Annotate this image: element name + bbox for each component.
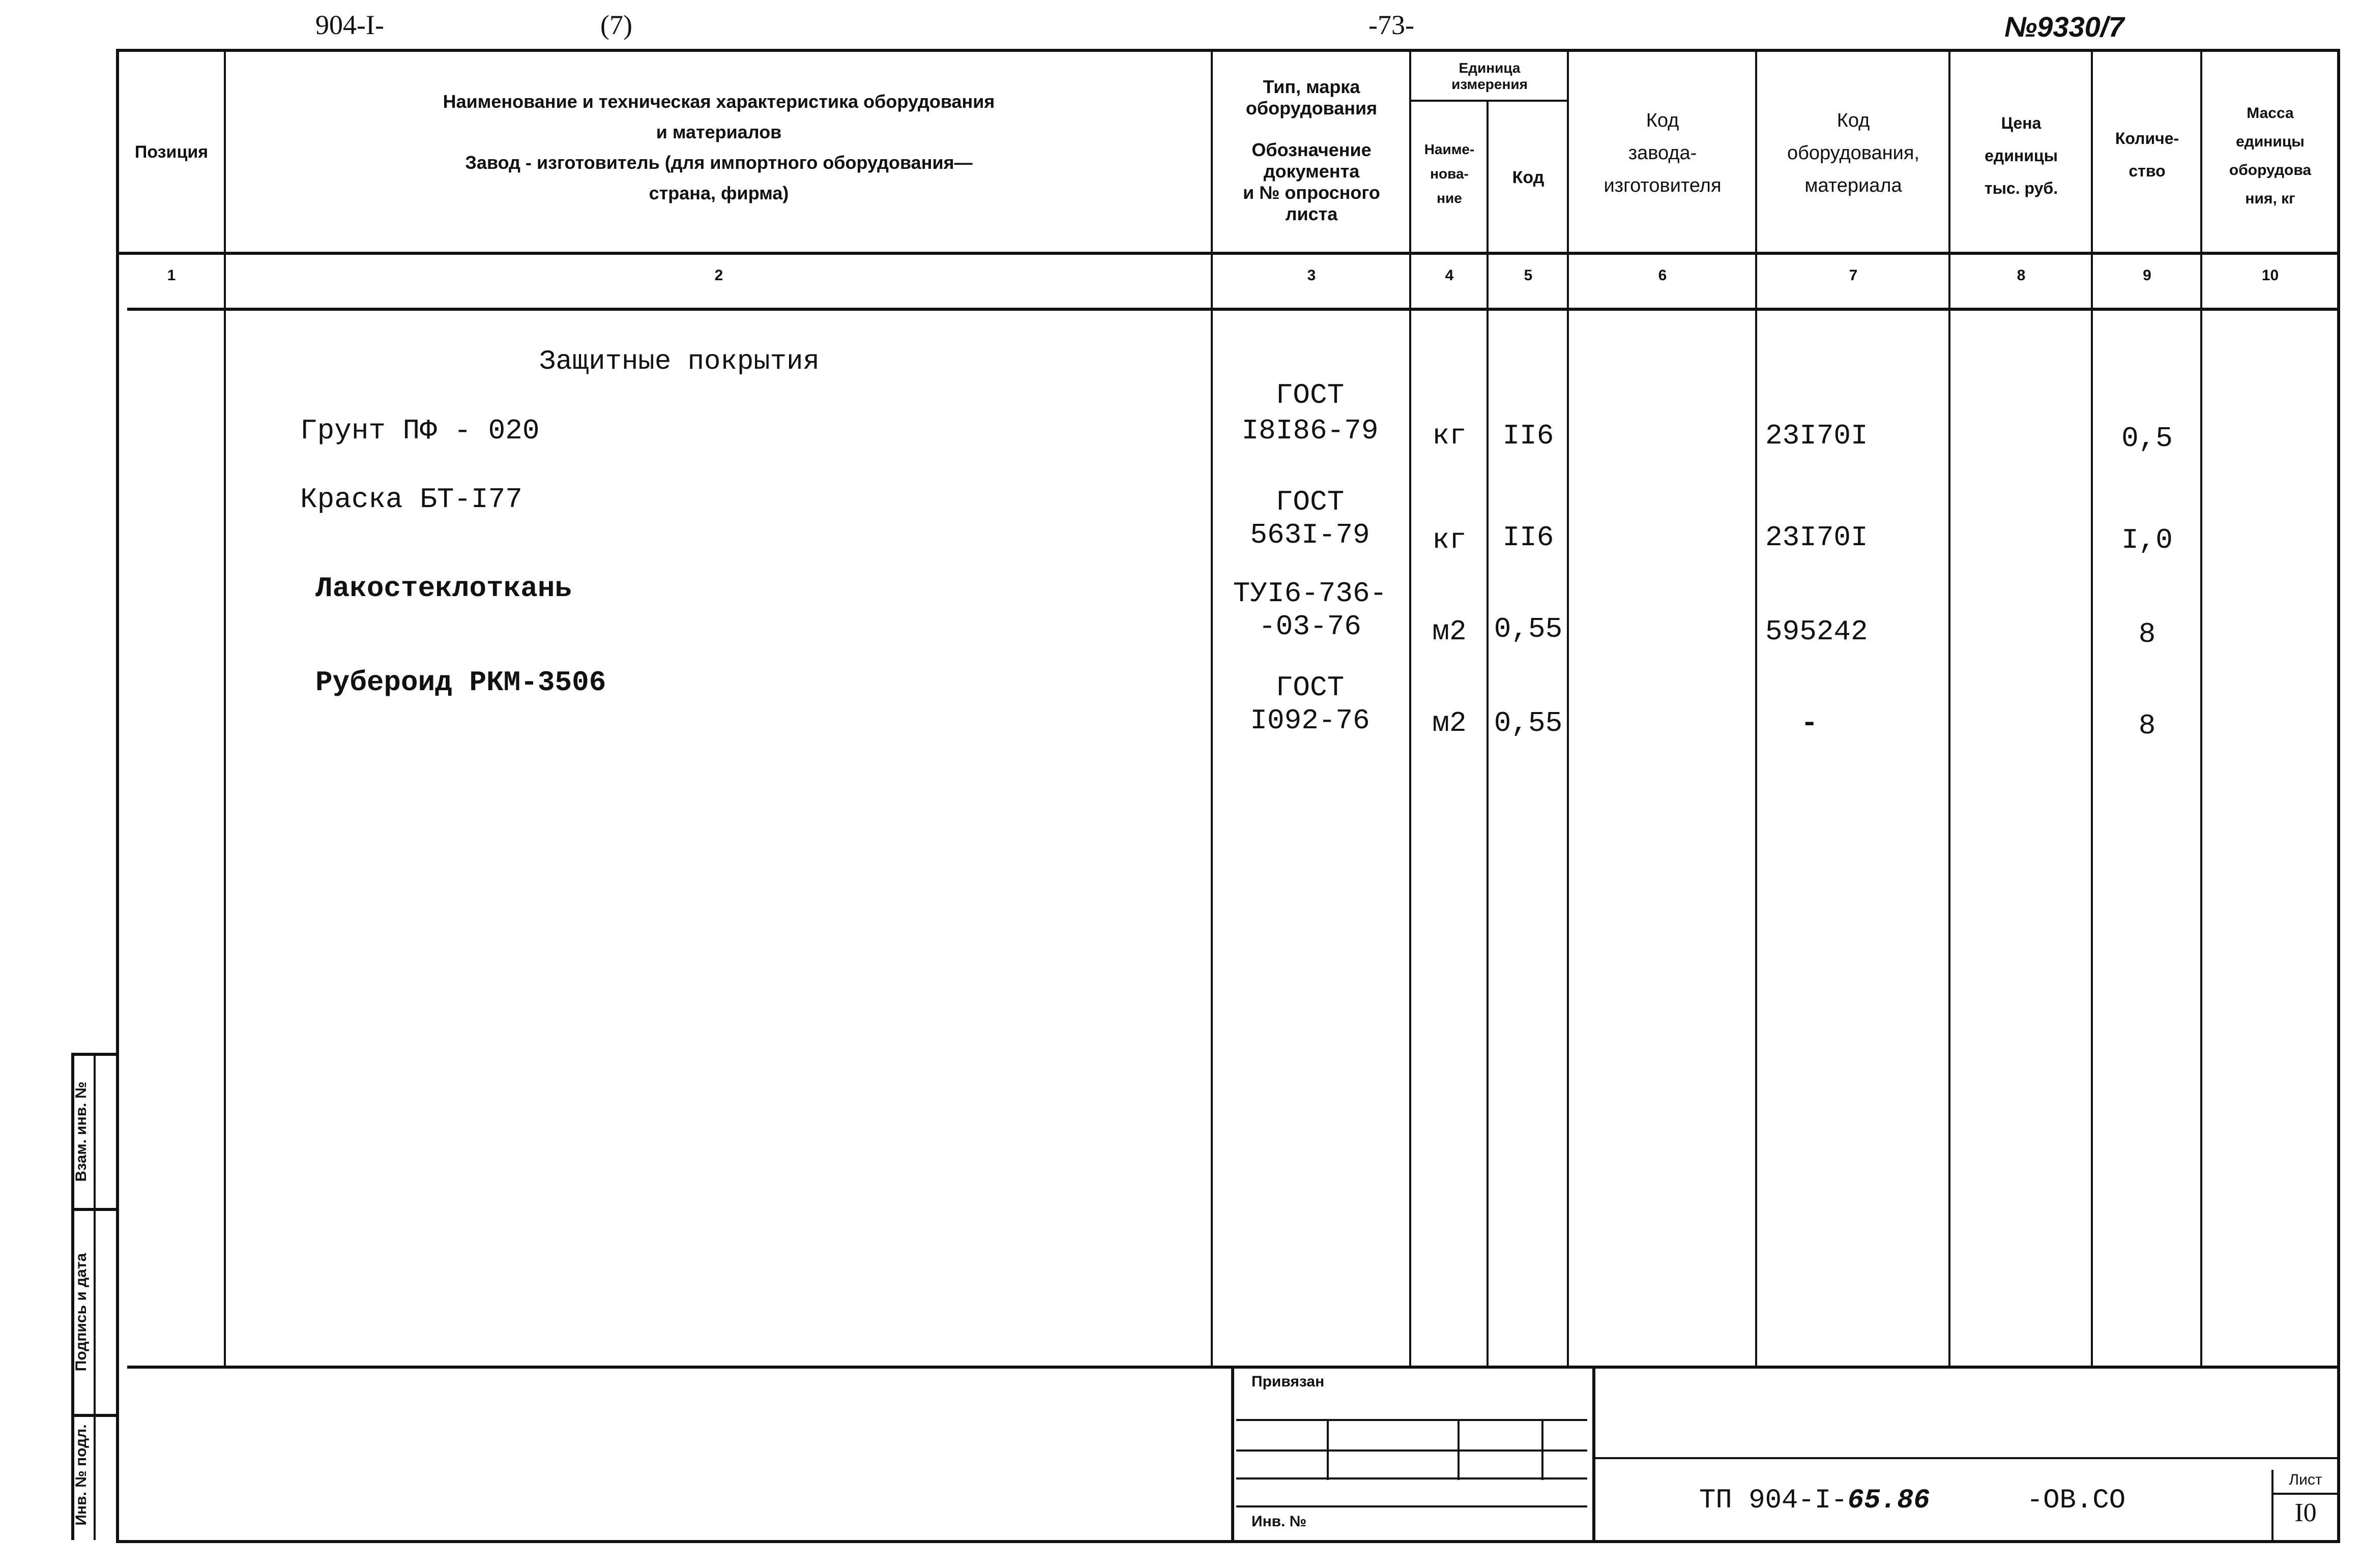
side-stamp-mid-line xyxy=(94,1053,96,1540)
header-position: Позиция xyxy=(134,142,209,162)
header-quantity-line2: ство xyxy=(2129,162,2166,180)
series-number: 904-I- xyxy=(315,10,384,40)
col-sep-4 xyxy=(1486,100,1489,1366)
header-price-line3: тыс. руб. xyxy=(1984,179,2058,197)
col-sep-7 xyxy=(1948,49,1950,1366)
col-sep-5 xyxy=(1567,49,1569,1366)
col-sep-2 xyxy=(1211,49,1213,1366)
variant-number: (7) xyxy=(600,10,632,40)
header-name-line2: и материалов xyxy=(656,122,782,142)
side-signature-date: Подпись и дата xyxy=(73,1253,90,1372)
row-1-quantity: 0,5 xyxy=(2121,422,2173,455)
row-4-name: Рубероид РКМ-3506 xyxy=(315,666,606,699)
header-unit-name xyxy=(1412,137,1486,211)
col-number-9: 9 xyxy=(2143,267,2151,284)
header-name xyxy=(227,86,1211,209)
header-factory-code xyxy=(1570,104,1755,202)
header-price-line2: единицы xyxy=(1985,146,2058,165)
row-2-unit-code: II6 xyxy=(1502,521,1554,554)
row-3-quantity: 8 xyxy=(2138,618,2156,650)
row-4-material-code: - xyxy=(1801,707,1818,739)
col-number-8: 8 xyxy=(2017,267,2026,284)
header-mass-line2: единицы xyxy=(2236,133,2305,150)
col-number-4: 4 xyxy=(1445,267,1454,284)
col-sep-9 xyxy=(2200,49,2202,1366)
row-2-name: Краска БТ-I77 xyxy=(300,483,522,516)
unit-group-divider xyxy=(1409,100,1567,102)
header-mass-line3: оборудова xyxy=(2229,162,2312,179)
sheet-number: I0 xyxy=(2294,1498,2317,1527)
header-type-line1: Тип, марка xyxy=(1263,76,1360,97)
numbers-divider xyxy=(127,308,2340,311)
header-type-line6: листа xyxy=(1285,203,1338,224)
frame-bottom xyxy=(116,1540,2340,1543)
linked-vline-3 xyxy=(1541,1419,1543,1480)
header-unit-code: Код xyxy=(1512,168,1544,187)
header-factory-code-line2: завода- xyxy=(1628,142,1697,164)
col-number-10: 10 xyxy=(2261,267,2279,284)
side-inv-replace: Взам. инв. № xyxy=(73,1081,90,1182)
linked-line-3 xyxy=(1236,1477,1587,1480)
row-4-unit: м2 xyxy=(1432,707,1467,739)
col-number-5: 5 xyxy=(1524,267,1533,284)
header-type-line4: документа xyxy=(1263,161,1360,182)
header-material-code-line2: оборудования, xyxy=(1787,142,1920,164)
row-1-doc-line1: ГОСТ xyxy=(1275,379,1345,411)
header-type-line3: Обозначение xyxy=(1251,139,1372,160)
header-mass xyxy=(2203,99,2337,213)
row-2-quantity: I,0 xyxy=(2121,524,2173,556)
header-name-line4: страна, фирма) xyxy=(649,183,789,203)
sheet-box-divider xyxy=(2271,1493,2337,1495)
archive-number: №9330/7 xyxy=(2004,11,2124,43)
header-mass-line4: ния, кг xyxy=(2245,190,2295,207)
linked-vline-2 xyxy=(1458,1419,1460,1480)
col-number-7: 7 xyxy=(1849,267,1858,284)
row-3-material-code: 595242 xyxy=(1765,615,1868,648)
col-number-3: 3 xyxy=(1307,267,1316,284)
linked-line-1 xyxy=(1236,1419,1587,1421)
row-2-material-code: 23I70I xyxy=(1765,521,1868,554)
header-unit-group-line2: измерения xyxy=(1451,76,1528,92)
designation-prefix: ТП 904-I- xyxy=(1699,1485,1848,1516)
row-1-material-code: 23I70I xyxy=(1765,420,1868,452)
row-1-name: Грунт ПФ - 020 xyxy=(300,415,540,447)
header-factory-code-line3: изготовителя xyxy=(1604,175,1722,196)
row-3-unit-code: 0,55 xyxy=(1494,613,1563,645)
col-sep-8 xyxy=(2091,49,2093,1366)
linked-label: Привязан xyxy=(1251,1373,1325,1390)
frame-right xyxy=(2337,49,2340,1543)
header-mass-line1: Масса xyxy=(2247,105,2294,122)
col-number-2: 2 xyxy=(714,267,723,284)
header-unit-name-line3: ние xyxy=(1437,190,1462,206)
linked-vline-1 xyxy=(1327,1419,1329,1480)
frame-top xyxy=(116,49,2340,52)
header-name-line1: Наименование и техническая характеристика оборудования xyxy=(443,91,995,112)
col-sep-3 xyxy=(1409,49,1411,1366)
row-3-doc-line2: -03-76 xyxy=(1259,610,1361,643)
col-sep-6 xyxy=(1755,49,1757,1366)
sheet-box-left xyxy=(2271,1470,2273,1540)
row-4-quantity: 8 xyxy=(2138,709,2156,742)
header-unit-group-line1: Единица xyxy=(1459,60,1521,76)
header-divider xyxy=(116,252,2340,255)
title-block-left xyxy=(1231,1366,1234,1540)
header-type-line5: и № опросного xyxy=(1243,182,1380,203)
row-3-doc-line1: ТУI6-736- xyxy=(1233,577,1387,610)
page-number: -73- xyxy=(1368,10,1414,40)
col-sep-1 xyxy=(224,49,226,1366)
header-unit-name-line1: Наиме- xyxy=(1424,141,1475,157)
row-2-doc-line1: ГОСТ xyxy=(1275,486,1345,518)
linked-line-2 xyxy=(1236,1449,1587,1452)
designation-top-line xyxy=(1595,1457,2337,1459)
header-unit-group xyxy=(1412,60,1567,93)
row-1-unit-code: II6 xyxy=(1502,420,1554,452)
inv-no-label: Инв. № xyxy=(1251,1513,1307,1530)
side-inv-original: Инв. № подл. xyxy=(73,1424,90,1526)
row-4-doc-line2: I092-76 xyxy=(1250,704,1370,737)
designation-suffix: -ОВ.СО xyxy=(2026,1485,2126,1516)
header-factory-code-line1: Код xyxy=(1646,110,1679,131)
row-3-unit: м2 xyxy=(1432,615,1467,648)
designation xyxy=(1699,1485,2125,1516)
row-2-unit: кг xyxy=(1432,524,1467,556)
header-type-line2: оборудования xyxy=(1245,98,1378,119)
row-4-unit-code: 0,55 xyxy=(1494,707,1563,739)
section-title: Защитные покрытия xyxy=(539,346,820,377)
header-type xyxy=(1214,76,1409,225)
row-4-doc-line1: ГОСТ xyxy=(1275,671,1345,704)
header-price xyxy=(1951,107,2091,204)
row-1-doc-line2: I8I86-79 xyxy=(1241,415,1379,447)
header-material-code-line1: Код xyxy=(1837,110,1870,131)
header-quantity-line1: Количе- xyxy=(2115,129,2179,147)
header-name-line3: Завод - изготовитель (для импортного оборудования— xyxy=(465,152,973,173)
row-2-doc-line2: 563I-79 xyxy=(1250,519,1370,551)
header-material-code xyxy=(1758,104,1948,202)
title-block-mid xyxy=(1592,1366,1595,1540)
header-quantity xyxy=(2094,122,2200,187)
row-3-name: Лакостеклоткань xyxy=(315,572,572,605)
header-material-code-line3: материала xyxy=(1804,175,1902,196)
linked-line-4 xyxy=(1236,1505,1587,1507)
row-1-unit: кг xyxy=(1432,420,1467,452)
designation-handwritten: 65.86 xyxy=(1847,1485,1930,1516)
header-price-line1: Цена xyxy=(2001,114,2042,132)
header-unit-name-line2: нова- xyxy=(1430,166,1469,182)
col-number-1: 1 xyxy=(167,267,176,284)
col-number-6: 6 xyxy=(1658,267,1667,284)
sheet-label: Лист xyxy=(2289,1471,2322,1488)
